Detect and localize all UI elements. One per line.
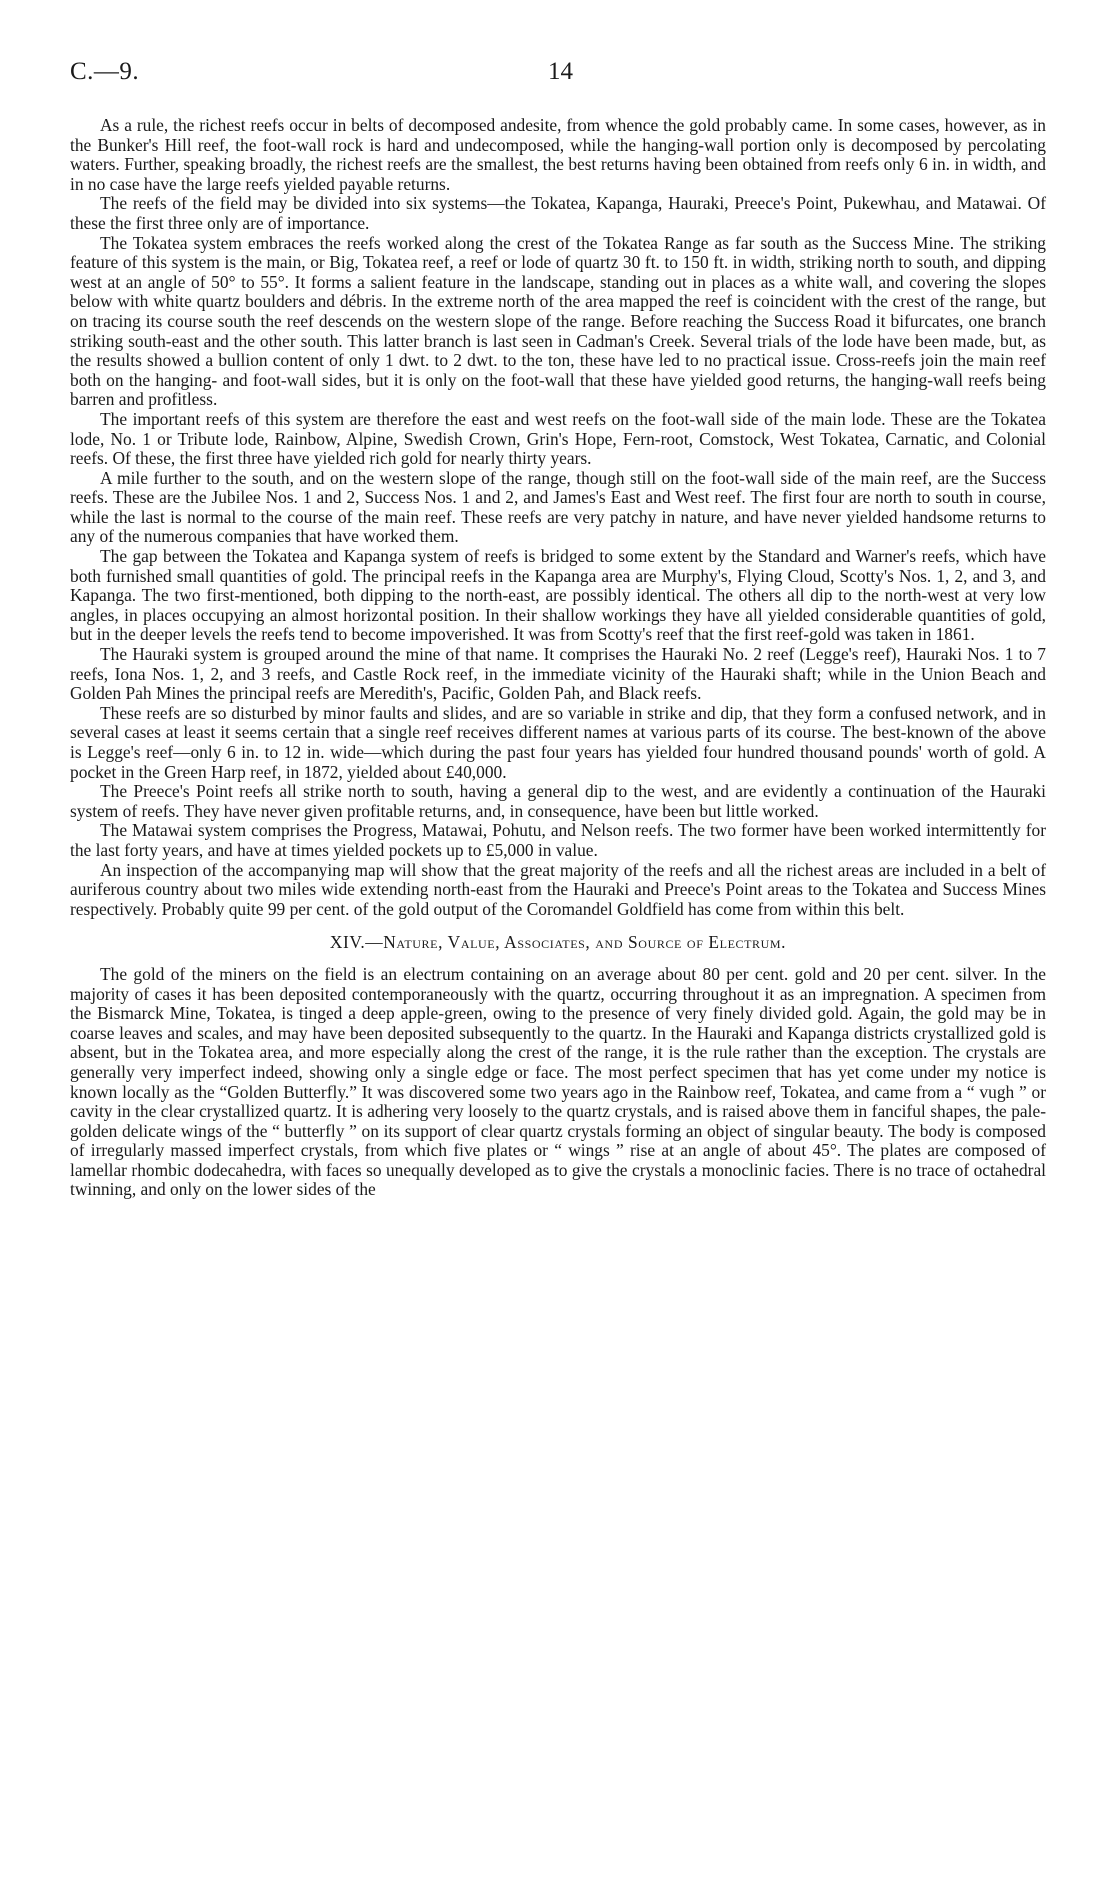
page-number: 14	[548, 58, 573, 85]
section-heading	[70, 933, 1046, 953]
paragraph: The Hauraki system is grouped around the mine of that name. It comprises the Hauraki No. 2 reef (Legge's reef), Hauraki Nos. 1 to 7 reefs, Iona Nos. 1, 2, and 3 reefs, and Castle Rock reef, in the immediate vicinity of the Hauraki shaft; while in the Union Beach and Golden Pah Mines the principal reefs are Meredith's, Pacific, Golden Pah, and Black reefs.	[70, 644, 1046, 704]
paragraph: A mile further to the south, and on the western slope of the range, though still on the foot-wall side of the main reef, are the Success reefs. These are the Jubilee Nos. 1 and 2, Success Nos. 1 and 2, and James's East and West reef. The first four are north to south in course, while the last is normal to the course of the main reef. These reefs are very patchy in nature, and have never yielded handsome returns to any of the numerous companies that have worked them.	[70, 467, 1046, 547]
paragraph: The Preece's Point reefs all strike north to south, having a general dip to the west, and are evidently a continuation of the Hauraki system of reefs. They have never given profitable returns, and, in consequence, have been but little worked.	[70, 781, 1046, 821]
body-text	[70, 116, 1046, 1200]
paragraph: The Matawai system comprises the Progress, Matawai, Pohutu, and Nelson reefs. The two former have been worked intermittently for the last forty years, and have at times yielded pockets up to £5,000 in value.	[70, 820, 1046, 860]
paragraph: As a rule, the richest reefs occur in belts of decomposed andesite, from whence the gold probably came. In some cases, however, as in the Bunker's Hill reef, the foot-wall rock is hard and undecomposed, while the hanging-wall portion only is decomposed by percolating waters. Further, speaking broadly, the richest reefs are the smallest, the best returns having been obtained from reefs only 6 in. in width, and in no case have the large reefs yielded payable returns.	[70, 115, 1046, 194]
document-code: C.—9.	[70, 58, 140, 85]
paragraph: An inspection of the accompanying map will show that the great majority of the reefs and all the richest areas are included in a belt of auriferous country about two miles wide extending north-east from the Hauraki and Preece's Point areas to the Tokatea and Success Mines respectively. Probably quite 99 per cent. of the gold output of the Coromandel Goldfield has come from within this belt.	[70, 859, 1046, 919]
paragraph: The gap between the Tokatea and Kapanga system of reefs is bridged to some extent by the Standard and Warner's reefs, which have both furnished small quantities of gold. The principal reefs in the Kapanga area are Murphy's, Flying Cloud, Scotty's Nos. 1, 2, and 3, and Kapanga. The two first-mentioned, both dipping to the north-east, are possibly identical. The others all dip to the north-west at very low angles, in places occupying an almost horizontal position. In their shallow workings they have all yielded considerable quantities of gold, but in the deeper levels the reefs tend to become impoverished. It was from Scotty's reef that the first reef-gold was taken in 1861.	[70, 546, 1046, 645]
page-header	[70, 58, 1050, 88]
paragraph: The gold of the miners on the field is an electrum containing on an average about 80 per cent. gold and 20 per cent. silver. In the majority of cases it has been deposited contemporaneously with the quartz, occurring throughout it as an impregnation. A specimen from the Bismarck Mine, Tokatea, is tinged a deep apple-green, owing to the presence of very finely divided gold. Again, the gold may be in coarse leaves and scales, and may have been deposited subsequently to the quartz. In the Hauraki and Kapanga districts crystallized gold is absent, but in the Tokatea area, and more especially along the crest of the range, it is the rule rather than the exception. The crystals are generally very imperfect indeed, showing only a single edge or face. The most perfect specimen that has yet come under my notice is known locally as the “Golden Butterfly.” It was discovered some two years ago in the Rainbow reef, Tokatea, and came from a “ vugh ” or cavity in the clear crystallized quartz. It is adhering very loosely to the quartz crystals, and is raised above them in fanciful shapes, the pale-golden delicate wings of the “ butterfly ” on its support of clear quartz crystals forming an object of singular beauty. The body is composed of irregularly massed imperfect crystals, from which five plates or “ wings ” rise at an angle of about 45°. The plates are composed of lamellar rhombic dodecahedra, with faces so unequally developed as to give the crystals a monoclinic facies. There is no trace of octahedral twinning, and only on the lower sides of the	[70, 963, 1046, 1200]
paragraph: These reefs are so disturbed by minor faults and slides, and are so variable in strike and dip, that they form a confused network, and in several cases at least it seems certain that a single reef receives different names at various parts of its course. The best-known of the above is Legge's reef—only 6 in. to 12 in. wide—which during the past four years has yielded four hundred thousand pounds' worth of gold. A pocket in the Green Harp reef, in 1872, yielded about £40,000.	[70, 702, 1046, 782]
section-heading-text: XIV.—Nature, Value, Associates, and Source of Electrum.	[329, 932, 787, 953]
paragraph: The reefs of the field may be divided into six systems—the Tokatea, Kapanga, Hauraki, Preece's Point, Pukewhau, and Matawai. Of these the first three only are of importance.	[70, 193, 1046, 233]
paragraph: The Tokatea system embraces the reefs worked along the crest of the Tokatea Range as far south as the Success Mine. The striking feature of this system is the main, or Big, Tokatea reef, a reef or lode of quartz 30 ft. to 150 ft. in width, striking north to south, and dipping west at an angle of 50° to 55°. It forms a salient feature in the landscape, standing out in places as a white wall, and covering the slopes below with white quartz boulders and débris. In the extreme north of the area mapped the reef is coincident with the crest of the range, but on tracing its course south the reef descends on the western slope of the range. Before reaching the Success Road it bifurcates, one branch striking south-east and the other south. This latter branch is last seen in Cadman's Creek. Several trials of the lode have been made, but, as the results showed a bullion content of only 1 dwt. to 2 dwt. to the ton, these have led to no practical issue. Cross-reefs join the main reef both on the hanging- and foot-wall sides, but it is only on the foot-wall that these have yielded good returns, the hanging-wall reefs being barren and profitless.	[70, 232, 1046, 410]
paragraph: The important reefs of this system are therefore the east and west reefs on the foot-wall side of the main lode. These are the Tokatea lode, No. 1 or Tribute lode, Rainbow, Alpine, Swedish Crown, Grin's Hope, Fern-root, Comstock, West Tokatea, Carnatic, and Colonial reefs. Of these, the first three have yielded rich gold for nearly thirty years.	[70, 408, 1046, 469]
